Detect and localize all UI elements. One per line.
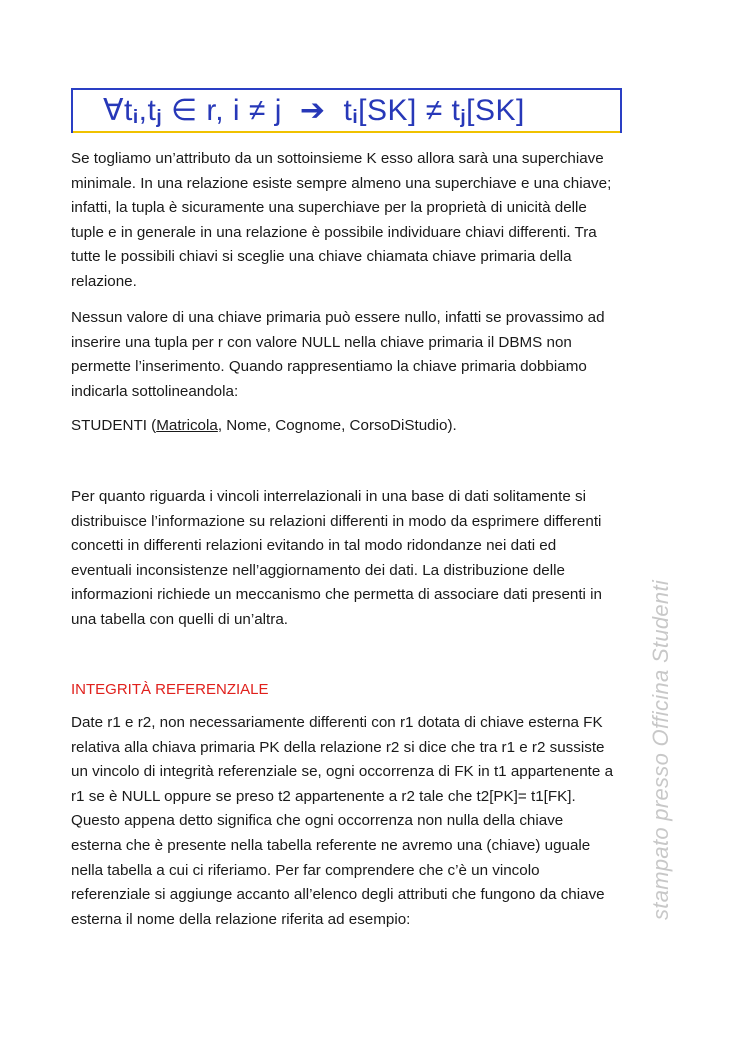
formula-tj-sub: j: [460, 107, 467, 128]
formula-sub-j: j: [156, 107, 163, 128]
paragraph-referential-integrity: [71, 711, 677, 932]
text-line: inserire una tupla per r con valore NULL nella chiave primaria il DBMS non: [71, 333, 572, 351]
paragraph-superkey: [71, 147, 677, 295]
formula-ti-sub: i: [352, 107, 359, 128]
text-line: distribuisce l’informazione su relazioni differenti in modo da esprimere differenti: [71, 512, 602, 530]
text-line: Date r1 e r2, non necessariamente differenti con r1 dotata di chiave esterna FK: [71, 714, 603, 731]
section-heading: INTEGRITÀ REFERENZIALE: [71, 681, 269, 698]
paragraph-primary-key: [71, 306, 677, 404]
text-line: indicarla sottolineandola:: [71, 382, 239, 400]
formula-ti: t: [343, 94, 353, 127]
formula-comma: ,: [138, 94, 148, 127]
paragraph-interrelational: [71, 485, 677, 633]
formula-sk: [SK]: [466, 94, 525, 127]
example-attributes: , Nome, Cognome, CorsoDiStudio).: [217, 417, 457, 434]
formula-sk-neq: [SK] ≠: [358, 94, 452, 127]
formula-sub-i: i: [132, 107, 139, 128]
forall-symbol: ∀: [103, 94, 125, 127]
text-line: concetti in differenti relazioni evitando in tal modo ridondanze nei dati ed: [71, 537, 557, 555]
text-line: Per quanto riguarda i vincoli interrelazionali in una base di dati solitamente si: [71, 488, 586, 505]
text-line: infatti, la tupla è sicuramente una superchiave per la proprietà di unicità delle: [71, 199, 587, 217]
formula-box-right-border: [620, 90, 622, 133]
text-line: relativa alla chiava primaria PK della relazione r2 si dice che tra r1 e r2 sussiste: [71, 738, 605, 756]
text-line: minimale. In una relazione esiste sempre almeno una superchiave e una chiave;: [71, 174, 612, 192]
text-line: nella tabella a cui ci riferiamo. Per far comprendere che c’è un vincolo: [71, 861, 540, 879]
formula-membership: ∈ r, i ≠ j: [162, 94, 282, 127]
text-line: eventuali inconsistenze nell’aggiornamento dei dati. La distribuzione delle: [71, 561, 565, 579]
text-line: Questo appena detto significa che ogni occorrenza non nulla della chiave: [71, 812, 564, 830]
text-line: tuple e in generale in una relazione è possibile individuare chiavi differenti. Tra: [71, 223, 597, 241]
formula-t: t: [124, 94, 133, 127]
superkey-formula: [103, 93, 525, 129]
text-line: informazioni richiede un meccanismo che permetta di associare dati presenti in: [71, 586, 602, 604]
text-line: esterna il nome della relazione riferita ad esempio:: [71, 910, 411, 928]
text-line: referenziale si aggiunge accanto all’elenco degli attributi che fungono da chiave: [71, 886, 605, 904]
text-line: una tabella con quelli di un’altra.: [71, 610, 288, 628]
formula-t: t: [147, 94, 157, 127]
text-line: un vincolo di integrità referenziale se, ogni occorrenza di FK in t1 appartenente a: [71, 763, 614, 781]
formula-box: [71, 88, 622, 133]
text-line: r1 se è NULL oppure se preso t2 appartenente a r2 tale che t2[PK]= t1[FK].: [71, 787, 576, 805]
text-line: Se togliamo un’attributo da un sottoinsieme K esso allora sarà una superchiave: [71, 150, 604, 167]
text-line: Nessun valore di una chiave primaria può essere nullo, infatti se provassimo ad: [71, 309, 605, 326]
example-primary-key: Matricola: [156, 417, 218, 434]
text-line: tutte le possibili chiavi si sceglie una chiave chiamata chiave primaria della: [71, 248, 572, 266]
watermark: stampato presso Officina Studenti: [648, 579, 673, 920]
example-relation-name: STUDENTI (: [71, 417, 157, 434]
schema-example: [71, 414, 677, 439]
implies-arrow-icon: ➔: [299, 94, 326, 127]
text-line: permette l’inserimento. Quando rappresentiamo la chiave primaria dobbiamo: [71, 358, 587, 376]
text-line: esterna che è presente nella tabella referente ne avremo una (chiave) uguale: [71, 836, 591, 854]
text-line: relazione.: [71, 272, 137, 290]
formula-tj: t: [451, 94, 461, 127]
